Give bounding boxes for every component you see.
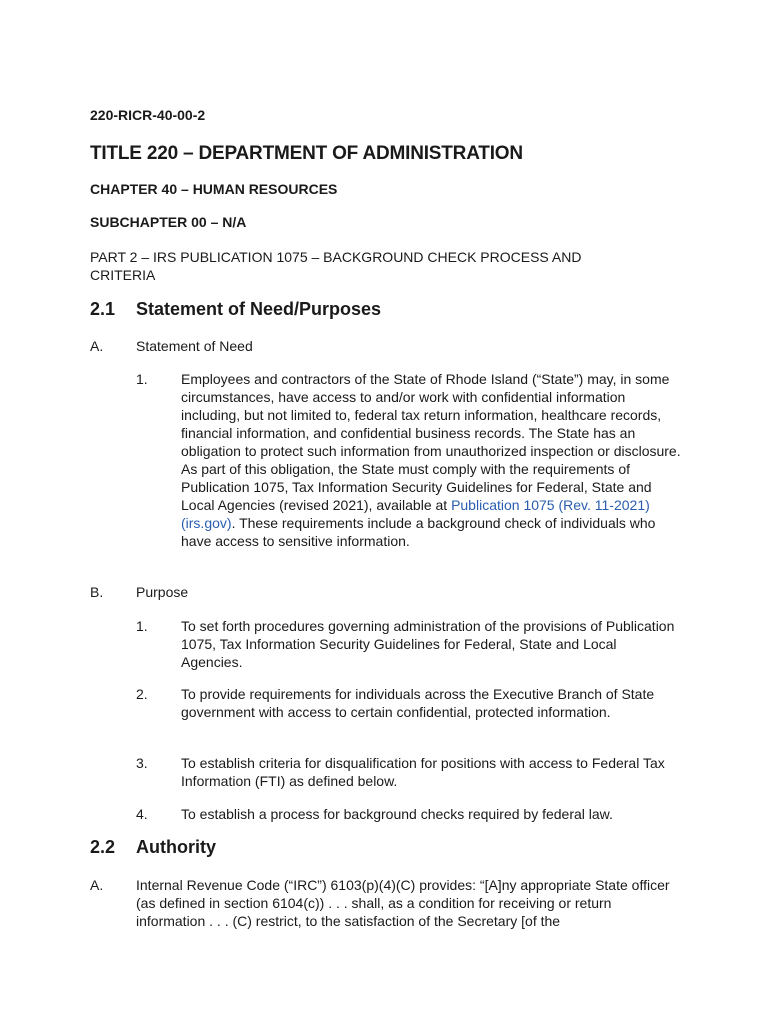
section-number: 2.1 — [90, 299, 116, 319]
document-id: 220-RICR-40-00-2 — [90, 107, 206, 123]
item-marker: 1. — [136, 371, 148, 387]
document-title: TITLE 220 – DEPARTMENT OF ADMINISTRATION — [90, 143, 523, 164]
section-title: Authority — [136, 837, 216, 857]
section-number: 2.2 — [90, 837, 116, 857]
list-item: To establish criteria for disqualification for positions with access to Federal Tax Information (FTI) as defined below. — [181, 755, 665, 789]
subchapter-heading: SUBCHAPTER 00 – N/A — [90, 214, 247, 230]
list-item: To establish a process for background checks required by federal law. — [181, 806, 613, 822]
publication-1075-link[interactable]: Publication 1075 (Rev. 11-2021) (irs.gov) — [181, 497, 650, 531]
item-marker: 2. — [136, 686, 148, 702]
chapter-heading: CHAPTER 40 – HUMAN RESOURCES — [90, 181, 338, 197]
subsection-label: Statement of Need — [136, 338, 253, 354]
subsection-marker: A. — [90, 877, 104, 893]
item-marker: 3. — [136, 755, 148, 771]
item-text: . These requirements include a background check of individuals who have access to sensitive information. — [181, 515, 656, 549]
item-text: Employees and contractors of the State of Rhode Island (“State”) may, in some circumstances, have access to and/or work with confidential information including, but not limited to, federal tax return information, healthcare records, financial information, and confidential business records. The State has an obligation to protect such information from unauthorized inspection or disclosure. As part of this obligation, the State must comply with the requirements of Publication 1075, Tax Information Security Guidelines for Federal, State and Local Agencies (revised 2021), available at — [181, 371, 681, 513]
list-item: To provide requirements for individuals across the Executive Branch of State government with access to certain confidential, protected information. — [181, 686, 655, 720]
subsection-marker: A. — [90, 338, 104, 354]
subsection-marker: B. — [90, 584, 104, 600]
item-marker: 1. — [136, 618, 148, 634]
list-item: To set forth procedures governing administration of the provisions of Publication 1075, Tax Information Security Guidelines for Federal, State and Local Agencies. — [181, 618, 675, 670]
list-item — [181, 370, 681, 550]
subsection-label: Purpose — [136, 584, 189, 600]
section-title: Statement of Need/Purposes — [136, 299, 382, 319]
subsection-text: Internal Revenue Code (“IRC”) 6103(p)(4)(C) provides: “[A]ny appropriate State officer (as defined in section 6104(c)) . . . shall, as a condition for receiving or return information . . . (C) restrict, to the satisfaction of the Secretary [of the — [136, 877, 670, 929]
part-heading: PART 2 – IRS PUBLICATION 1075 – BACKGROUND CHECK PROCESS AND CRITERIA — [90, 249, 582, 283]
item-marker: 4. — [136, 806, 148, 822]
